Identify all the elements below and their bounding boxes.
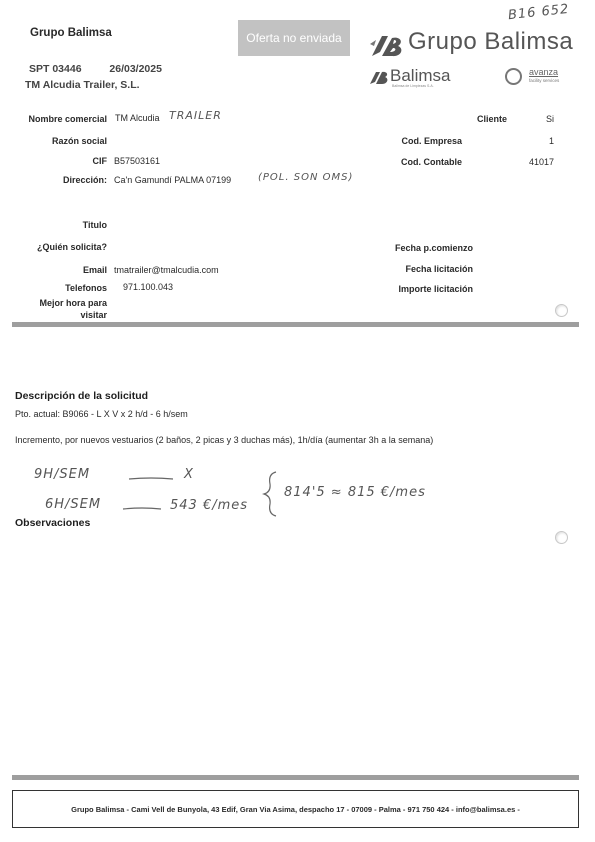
label-quien-solicita: ¿Quién solicita? xyxy=(36,242,107,252)
label-cif: CIF xyxy=(92,156,107,166)
section-divider xyxy=(12,322,579,327)
label-telefonos: Telefonos xyxy=(65,283,107,293)
client-name: TM Alcudia Trailer, S.L. xyxy=(25,79,140,91)
reference-number: SPT 03446 xyxy=(29,63,82,75)
document-date: 26/03/2025 xyxy=(109,63,162,75)
logo-main-text: Grupo Balimsa xyxy=(408,28,574,55)
footer-divider xyxy=(12,775,579,780)
label-importe-licitacion: Importe licitación xyxy=(398,284,473,294)
label-cliente: Cliente xyxy=(477,114,508,124)
label-mejor-hora-line1: Mejor hora para xyxy=(39,298,107,308)
handwritten-row1-left: 9H/SEM xyxy=(34,467,91,482)
handwritten-result: 814'5 ≈ 815 €/mes xyxy=(284,485,426,500)
descripcion-line1: Pto. actual: B9066 - L X V x 2 h/d - 6 h/sem xyxy=(15,409,188,419)
logo-secondary-text: Balimsa xyxy=(390,66,451,85)
descripcion-line2: Incremento, por nuevos vestuarios (2 baños, 2 picas y 3 duchas más), 1h/día (aumentar 3h a la semana) xyxy=(15,435,434,445)
label-nombre-comercial: Nombre comercial xyxy=(28,114,107,124)
handwritten-row2-left: 6H/SEM xyxy=(45,497,102,512)
document-reference xyxy=(29,63,162,75)
handwritten-row1-right: X xyxy=(184,467,194,482)
handwritten-reference: B16 652 xyxy=(507,1,571,24)
company-name: Grupo Balimsa xyxy=(30,27,112,39)
value-cif: B57503161 xyxy=(114,156,161,166)
avanza-logo xyxy=(505,66,575,90)
value-cod-empresa: 1 xyxy=(548,136,554,146)
balimsa-logo xyxy=(368,66,468,90)
value-email[interactable]: tmatrailer@tmalcudia.com xyxy=(114,265,219,275)
label-titulo: Titulo xyxy=(82,220,107,230)
descripcion-title: Descripción de la solicitud xyxy=(15,390,149,402)
handwritten-dash-icon xyxy=(128,476,174,482)
handwritten-dash-icon xyxy=(122,506,162,512)
punch-hole xyxy=(555,531,568,544)
handwritten-brace-icon xyxy=(262,470,282,518)
value-direccion: Ca'n Gamundí PALMA 07199 xyxy=(114,175,232,185)
label-fecha-licitacion: Fecha licitación xyxy=(405,264,473,274)
value-nombre-comercial: TM Alcudia xyxy=(115,113,160,123)
handwritten-poligono: (POL. SON OMS) xyxy=(258,172,354,183)
footer-text: Grupo Balimsa - Cami Vell de Bunyola, 43 Edif, Gran Via Asima, despacho 17 - 07009 - Palma - 971 750 424 - info@balimsa.es - xyxy=(71,804,520,814)
label-direccion: Dirección: xyxy=(62,175,107,185)
balimsa-small-logo-icon xyxy=(368,68,390,86)
punch-hole xyxy=(555,304,568,317)
label-email: Email xyxy=(82,265,107,275)
logo-secondary-tagline: Balimsa de Limpiezas S.A. xyxy=(392,84,434,88)
value-cliente: Si xyxy=(546,114,555,124)
label-mejor-hora-line2: visitar xyxy=(80,310,107,320)
label-cod-contable: Cod. Contable xyxy=(401,157,462,167)
label-fecha-comienzo: Fecha p.comienzo xyxy=(394,243,473,253)
label-razon-social: Razón social xyxy=(51,136,107,146)
handwritten-trailer: TRAILER xyxy=(169,109,222,122)
value-cod-contable: 41017 xyxy=(528,157,554,167)
footer xyxy=(12,790,579,828)
grupo-balimsa-logo xyxy=(368,22,578,62)
avanza-logo-tagline: facility services xyxy=(529,78,560,83)
handwritten-row2-right: 543 €/mes xyxy=(170,498,249,513)
avanza-logo-icon xyxy=(505,68,522,85)
value-telefonos: 971.100.043 xyxy=(123,282,174,292)
label-cod-empresa: Cod. Empresa xyxy=(401,136,462,146)
balimsa-logo-icon xyxy=(368,30,406,60)
avanza-logo-text: avanza xyxy=(529,67,559,77)
status-badge: Oferta no enviada xyxy=(238,20,350,56)
observaciones-title: Observaciones xyxy=(15,517,91,529)
